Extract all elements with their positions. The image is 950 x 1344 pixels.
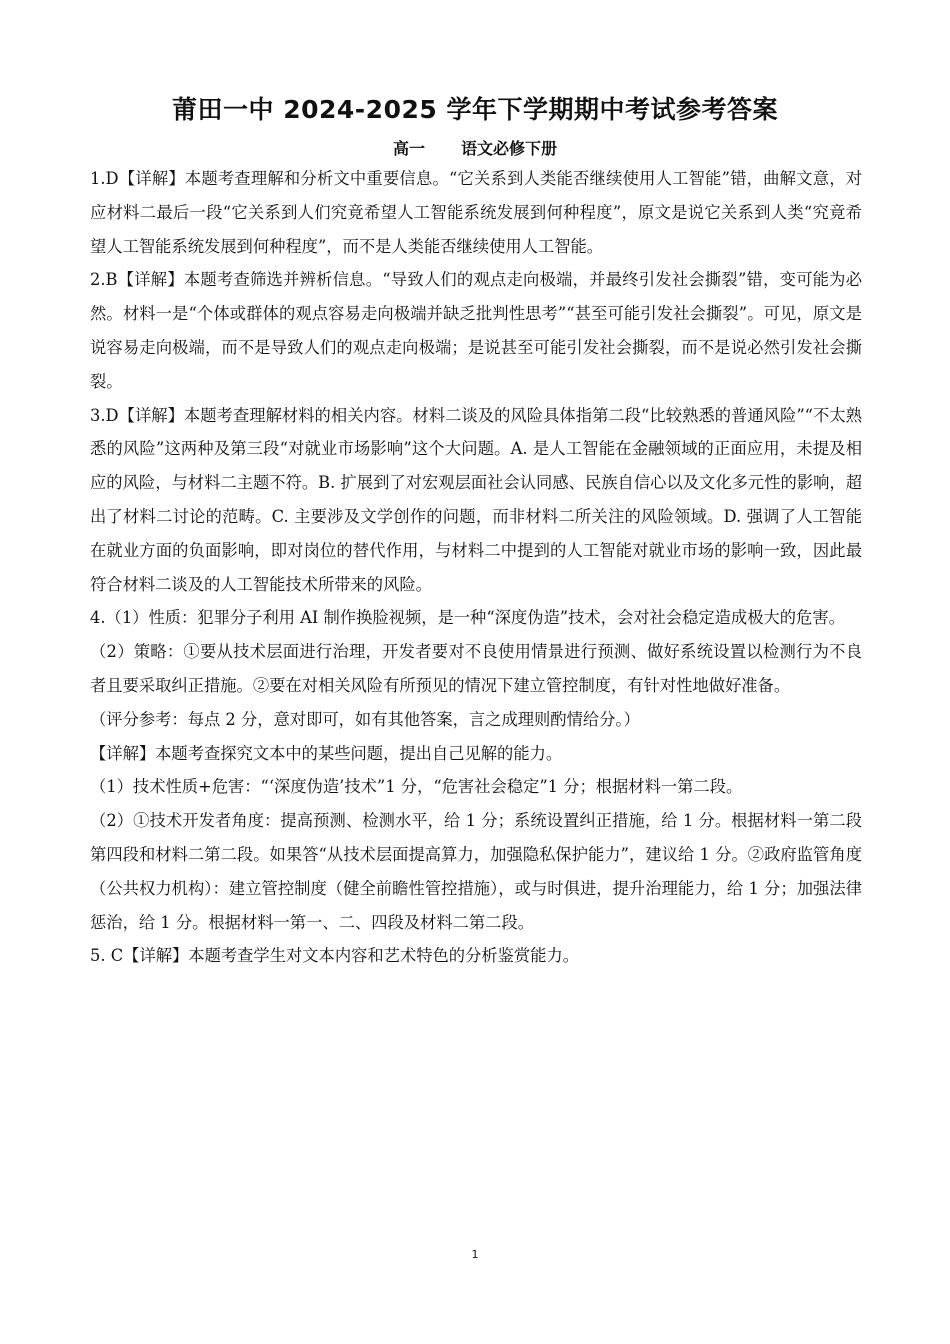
detail-note: 【详解】本题考查探究文本中的某些问题，提出自己见解的能力。	[90, 743, 563, 763]
answer-paragraph-1: 1.D【详解】本题考查理解和分析文中重要信息。“它关系到人类能否继续使用人工智能”错，曲解文意，对应材料二最后一段“它关系到人们究竟希望人工智能系统发展到何种程度”，原文是说它关系到人类“究竟希望人工智能系统发展到何种程度”，而不是人类能否继续使用人工智能。	[90, 169, 862, 256]
scoring-note: （评分参考：每点 2 分，意对即可，如有其他答案，言之成理则酌情给分。）	[90, 709, 640, 729]
subtitle-course: 语文必修下册	[461, 139, 558, 158]
document-title: 莆田一中 2024-2025 学年下学期期中考试参考答案	[172, 95, 778, 124]
subtitle-grade: 高一	[392, 139, 425, 158]
document-subtitle	[0, 136, 950, 159]
answer-paragraph-2: 2.B【详解】本题考查筛选并辨析信息。“导致人们的观点走向极端，并最终引发社会撕裂”错，变可能为必然。材料一是“个体或群体的观点容易走向极端并缺乏批判性思考”“甚至可能引发社会撕裂”。可见，原文是说容易走向极端，而不是导致人们的观点走向极端；是说甚至可能引发社会撕裂，而不是说必然引发社会撕裂。	[90, 270, 862, 391]
detail-point-2: （2）①技术开发者角度：提高预测、检测水平，给 1 分；系统设置纠正措施，给 1 分。根据材料一第二段第四段和材料二第二段。如果答“从技术层面提高算力，加强隐私保护能力”，建议给 1 分。②政府监管角度（公共权力机构）：建立管控制度（健全前瞻性管控措施），或与时俱进，提升治理能力，给 1 分；加强法律惩治，给 1 分。根据材料一第一、二、四段及材料二第二段。	[90, 811, 862, 932]
page-number: 1	[471, 1248, 479, 1261]
answer-paragraph-5: 5. C【详解】本题考查学生对文本内容和艺术特色的分析鉴赏能力。	[90, 946, 580, 966]
answer-paragraph-4: 4.（1）性质：犯罪分子利用 AI 制作换脸视频，是一种“深度伪造”技术，会对社会稳定造成极大的危害。	[90, 608, 845, 628]
detail-point-1: （1）技术性质+危害：“‘深度伪造’技术”1 分，“危害社会稳定”1 分；根据材料一第二段。	[90, 777, 743, 797]
answer-body	[90, 162, 862, 973]
answer-paragraph-4-strategy: （2）策略：①要从技术层面进行治理，开发者要对不良使用情景进行预测、做好系统设置以检测行为不良者且要采取纠正措施。②要在对相关风险有所预见的情况下建立管控制度，有针对性地做好准备。	[90, 642, 862, 695]
answer-paragraph-3: 3.D【详解】本题考查理解材料的相关内容。材料二谈及的风险具体指第二段“比较熟悉的普通风险”“不太熟悉的风险”这两种及第三段“对就业市场影响”这个大问题。A. 是人工智能在金融领域的正面应用，未提及相应的风险，与材料二主题不符。B. 扩展到了对宏观层面社会认同感、民族自信心以及文化多元性的影响，超出了材料二讨论的范畴。C. 主要涉及文学创作的问题，而非材料二所关注的风险领域。D. 强调了人工智能在就业方面的负面影响，即对岗位的替代作用，与材料二中提到的人工智能对就业市场的影响一致，因此最符合材料二谈及的人工智能技术所带来的风险。	[90, 405, 862, 594]
